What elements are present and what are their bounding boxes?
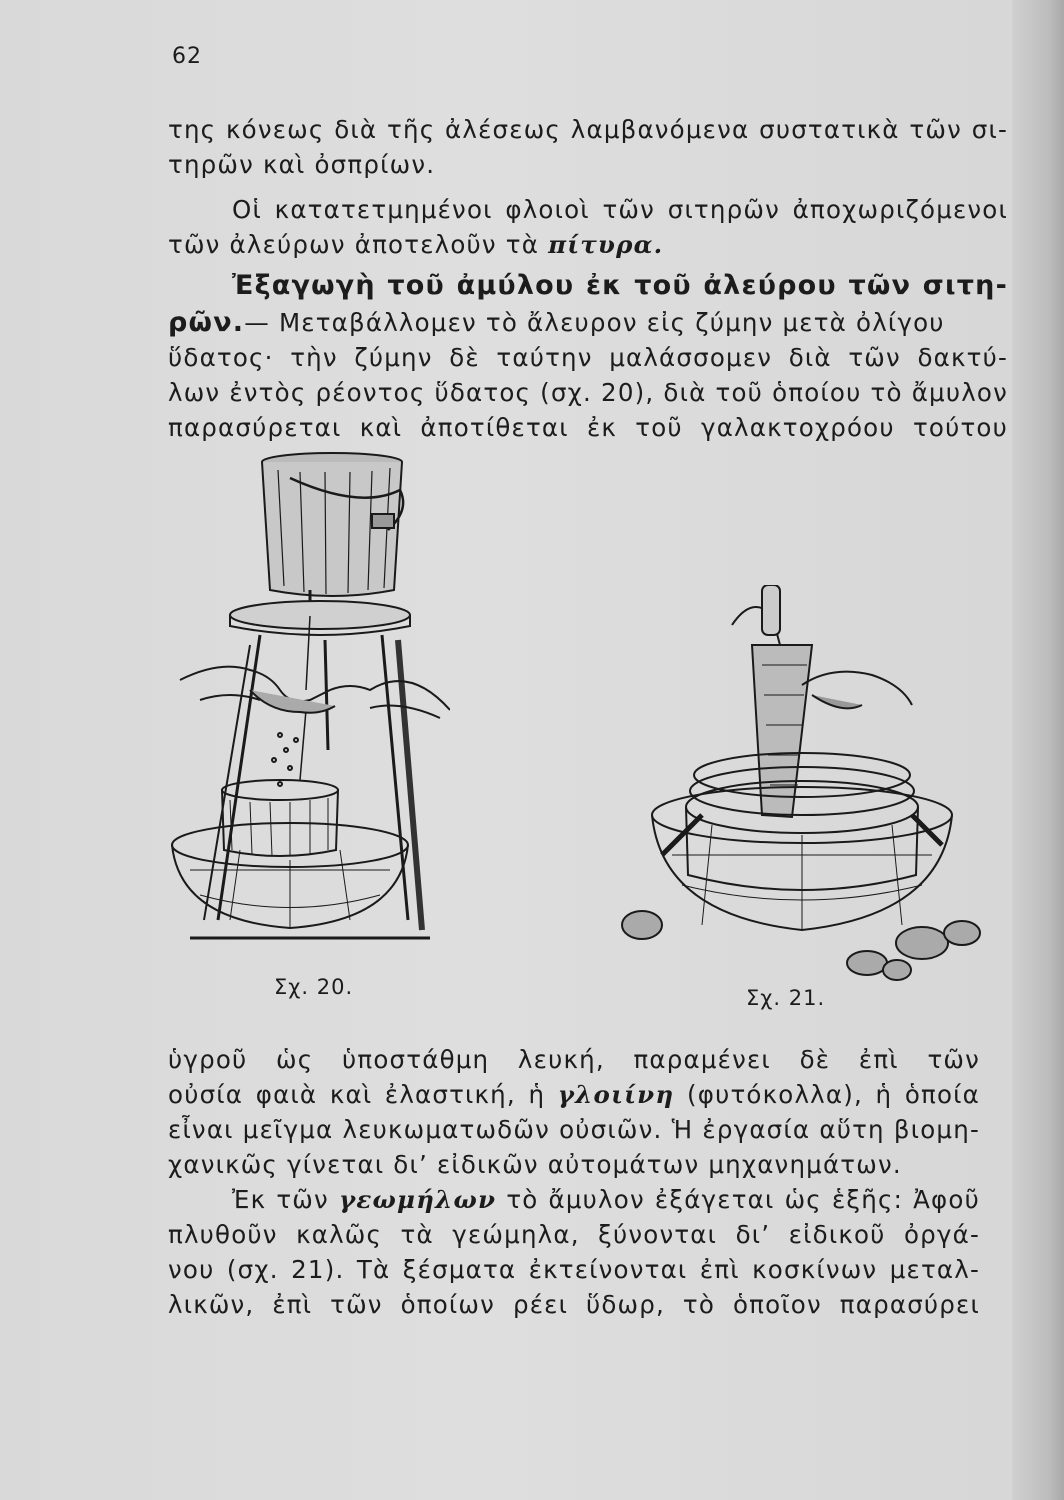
text-line: εἶναι μεῖγμα λευκωματωδῶν οὐσιῶν. Ἡ ἐργασία αὕτη βιομη- [168, 1115, 980, 1144]
figure-20-caption: Σχ. 20. [274, 975, 354, 999]
page-fold-shadow [1012, 0, 1064, 1500]
text-span: — Μεταβάλλομεν τὸ ἄλευρον εἰς ζύμην μετὰ ὀλίγου [244, 308, 945, 337]
text-line: νου (σχ. 21). Τὰ ξέσματα ἐκτείνονται ἐπὶ κοσκίνων μεταλ- [168, 1255, 980, 1284]
potato-grater-drawing [612, 585, 992, 985]
text-line: χανικῶς γίνεται δι’ εἰδικῶν αὐτομάτων μηχανημάτων. [168, 1150, 902, 1179]
figure-21-caption: Σχ. 21. [746, 986, 826, 1010]
text-line: πλυθοῦν καλῶς τὰ γεώμηλα, ξύνονται δι’ εἰδικοῦ ὀργά- [168, 1220, 980, 1249]
emphasis-term-pitura: πίτυρα. [548, 230, 664, 259]
text-line [168, 1182, 980, 1217]
text-span: οὐσία φαιὰ καὶ ἐλαστική, ἡ [168, 1080, 558, 1109]
text-line: ὑγροῦ ὡς ὑποστάθμη λευκή, παραμένει δὲ ἐπὶ τῶν [168, 1045, 980, 1074]
text-line: Οἱ κατατετμημένοι φλοιοὶ τῶν σιτηρῶν ἀποχωριζόμενοι [232, 195, 1008, 224]
text-line: λων ἐντὸς ρέοντος ὕδατος (σχ. 20), διὰ τοῦ ὁποίου τὸ ἄμυλον [168, 378, 1008, 407]
text-span: τὸ ἄμυλον ἐξάγεται ὡς ἑξῆς: Ἀφοῦ [496, 1185, 980, 1214]
figure-20-illustration [160, 450, 450, 960]
text-line: ὕδατος· τὴν ζύμην δὲ ταύτην μαλάσσομεν διὰ τῶν δακτύ- [168, 343, 1008, 372]
emphasis-term-geomilon: γεωμήλων [338, 1185, 497, 1214]
text-line [168, 227, 1008, 262]
text-line [168, 1077, 980, 1112]
section-heading-end: ρῶν. [168, 307, 245, 338]
bottom-text-block [168, 1042, 980, 1322]
text-span: Ἐκ τῶν [232, 1185, 339, 1214]
text-line: της κόνεως διὰ τῆς ἀλέσεως λαμβανόμενα συστατικὰ τῶν σι- [168, 115, 1008, 144]
text-line: παρασύρεται καὶ ἀποτίθεται ἐκ τοῦ γαλακτοχρόου τούτου [168, 413, 1008, 442]
top-text-block [168, 112, 1008, 445]
emphasis-term-gloiini: γλοιίνη [557, 1080, 675, 1109]
page-number: 62 [172, 44, 202, 69]
text-span: (φυτόκολλα), ἡ ὁποία [674, 1080, 980, 1109]
text-span: τῶν ἀλεύρων ἀποτελοῦν τὰ [168, 230, 549, 259]
bucket-stand-drawing [160, 450, 450, 960]
section-heading: Ἐξαγωγὴ τοῦ ἀμύλου ἐκ τοῦ ἀλεύρου τῶν σιτη- [232, 270, 1008, 301]
figure-21-illustration [612, 585, 992, 985]
text-line: τηρῶν καὶ ὀσπρίων. [168, 150, 436, 179]
text-line [168, 305, 1008, 340]
text-line: λικῶν, ἐπὶ τῶν ὁποίων ρέει ὕδωρ, τὸ ὁποῖον παρασύρει [168, 1290, 980, 1319]
